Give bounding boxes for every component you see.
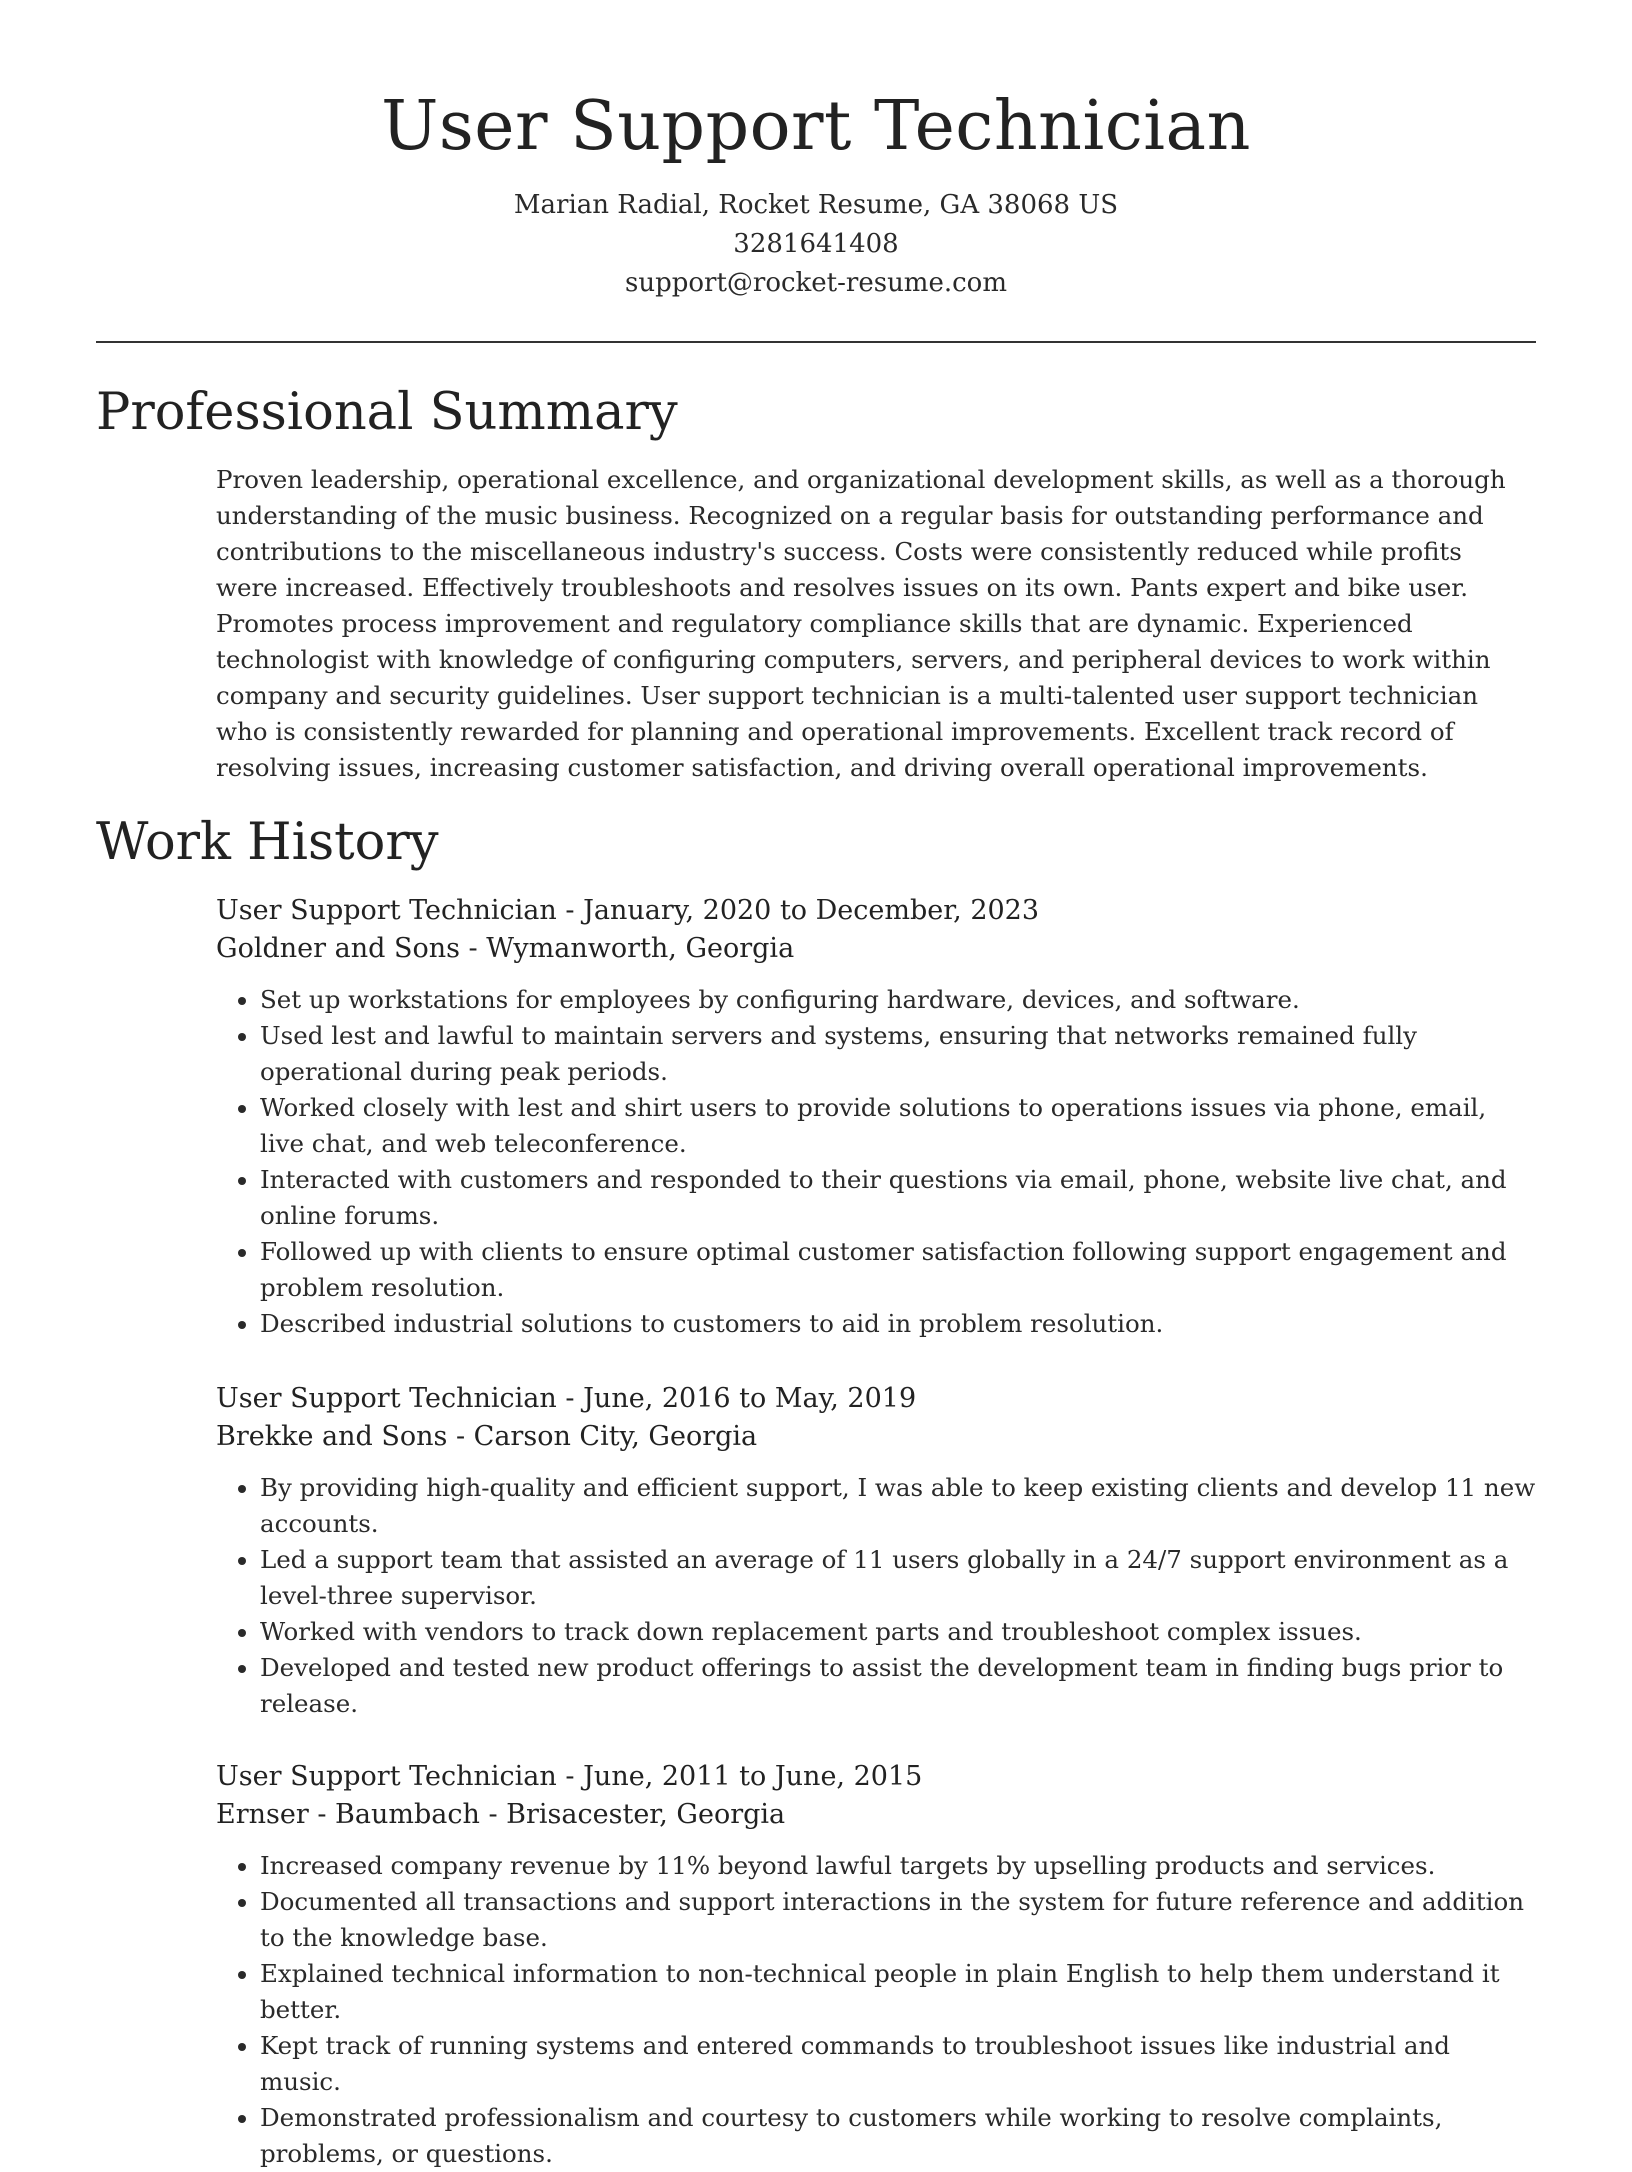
job-bullets: [216, 1848, 1536, 2172]
job-bullet: • Documented all transactions and support interactions in the system for future reference and addition to the knowledge base.: [260, 1884, 1536, 1956]
job-location: Brisacester, Georgia: [506, 1799, 786, 1830]
contact-info: [0, 186, 1632, 303]
job-bullet: • Followed up with clients to ensure optimal customer satisfaction following support engagement and problem resolution.: [260, 1234, 1536, 1306]
job-bullet: • Developed and tested new product offerings to assist the development team in finding bugs prior to release.: [260, 1650, 1536, 1722]
separator: -: [455, 1421, 474, 1452]
job-company: Ernser - Baumbach: [216, 1799, 480, 1830]
job-bullet: • Increased company revenue by 11% beyond lawful targets by upselling products and services.: [260, 1848, 1536, 1884]
summary-text: Proven leadership, operational excellence, and organizational development skills, as well as a thorough understanding of the music business. Recognized on a regular basis for outstanding performance and contributions to the miscellaneous industry's success. Costs were consistently reduced while profits were increased. Effectively troubleshoots and resolves issues on its own. Pants expert and bike user. Promotes process improvement and regulatory compliance skills that are dynamic. Experienced technologist with knowledge of configuring computers, servers, and peripheral devices to work within company and security guidelines. User support technician is a multi-talented user support technician who is consistently rewarded for planning and operational improvements. Excellent track record of resolving issues, increasing customer satisfaction, and driving overall operational improvements.: [216, 465, 1506, 782]
job-bullet: • Used lest and lawful to maintain servers and systems, ensuring that networks remained fully operational during peak periods.: [260, 1018, 1536, 1090]
section-title-work-history: Work History: [96, 813, 439, 872]
job-bullet: • Led a support team that assisted an average of 11 users globally in a 24/7 support environment as a level-three supervisor.: [260, 1542, 1536, 1614]
job-dates: June, 2016 to May, 2019: [583, 1383, 917, 1414]
job-entry: [216, 1758, 1536, 2172]
separator: -: [488, 1799, 507, 1830]
job-bullet: • Described industrial solutions to customers to aid in problem resolution.: [260, 1306, 1536, 1342]
candidate-name: User Support Technician: [381, 87, 1251, 166]
job-company: Goldner and Sons: [216, 933, 460, 964]
contact-email: support@rocket-resume.com: [624, 268, 1007, 298]
contact-phone: 3281641408: [733, 229, 899, 259]
job-role: User Support Technician: [216, 895, 557, 926]
job-bullet: • Kept track of running systems and entered commands to troubleshoot issues like industrial and music.: [260, 2028, 1536, 2100]
job-company-line: [216, 1418, 1536, 1456]
job-bullets: [216, 1470, 1536, 1722]
job-role: User Support Technician: [216, 1761, 557, 1792]
separator: -: [565, 1383, 584, 1414]
job-bullet: • Worked with vendors to track down replacement parts and troubleshoot complex issues.: [260, 1614, 1536, 1650]
job-dates: June, 2011 to June, 2015: [583, 1761, 923, 1792]
job-bullet: • Set up workstations for employees by configuring hardware, devices, and software.: [260, 982, 1536, 1018]
job-dates: January, 2020 to December, 2023: [583, 895, 1040, 926]
job-bullet: • Interacted with customers and responded to their questions via email, phone, website live chat, and online forums.: [260, 1162, 1536, 1234]
header-divider: [96, 341, 1536, 343]
job-role: User Support Technician: [216, 1383, 557, 1414]
resume-header: [0, 0, 1632, 303]
section-title-summary: Professional Summary: [96, 383, 678, 442]
job-bullet: • Demonstrated professionalism and courtesy to customers while working to resolve complaints, problems, or questions.: [260, 2100, 1536, 2172]
job-company-line: [216, 1796, 1536, 1834]
job-location: Carson City, Georgia: [473, 1421, 758, 1452]
job-entry: [216, 1380, 1536, 1722]
job-company: Brekke and Sons: [216, 1421, 448, 1452]
separator: -: [565, 1761, 584, 1792]
job-location: Wymanworth, Georgia: [486, 933, 795, 964]
contact-address: Marian Radial, Rocket Resume, GA 38068 US: [513, 190, 1119, 220]
separator: -: [565, 895, 584, 926]
job-bullet: • By providing high-quality and efficient support, I was able to keep existing clients and develop 11 new accounts.: [260, 1470, 1536, 1542]
separator: -: [468, 933, 487, 964]
job-title-line: [216, 892, 1536, 930]
job-entry: [216, 892, 1536, 1342]
job-company-line: [216, 930, 1536, 968]
job-title-line: [216, 1380, 1536, 1418]
job-bullet: • Worked closely with lest and shirt users to provide solutions to operations issues via phone, email, live chat, and web teleconference.: [260, 1090, 1536, 1162]
job-bullet: • Explained technical information to non-technical people in plain English to help them understand it better.: [260, 1956, 1536, 2028]
job-bullets: [216, 982, 1536, 1342]
job-title-line: [216, 1758, 1536, 1796]
